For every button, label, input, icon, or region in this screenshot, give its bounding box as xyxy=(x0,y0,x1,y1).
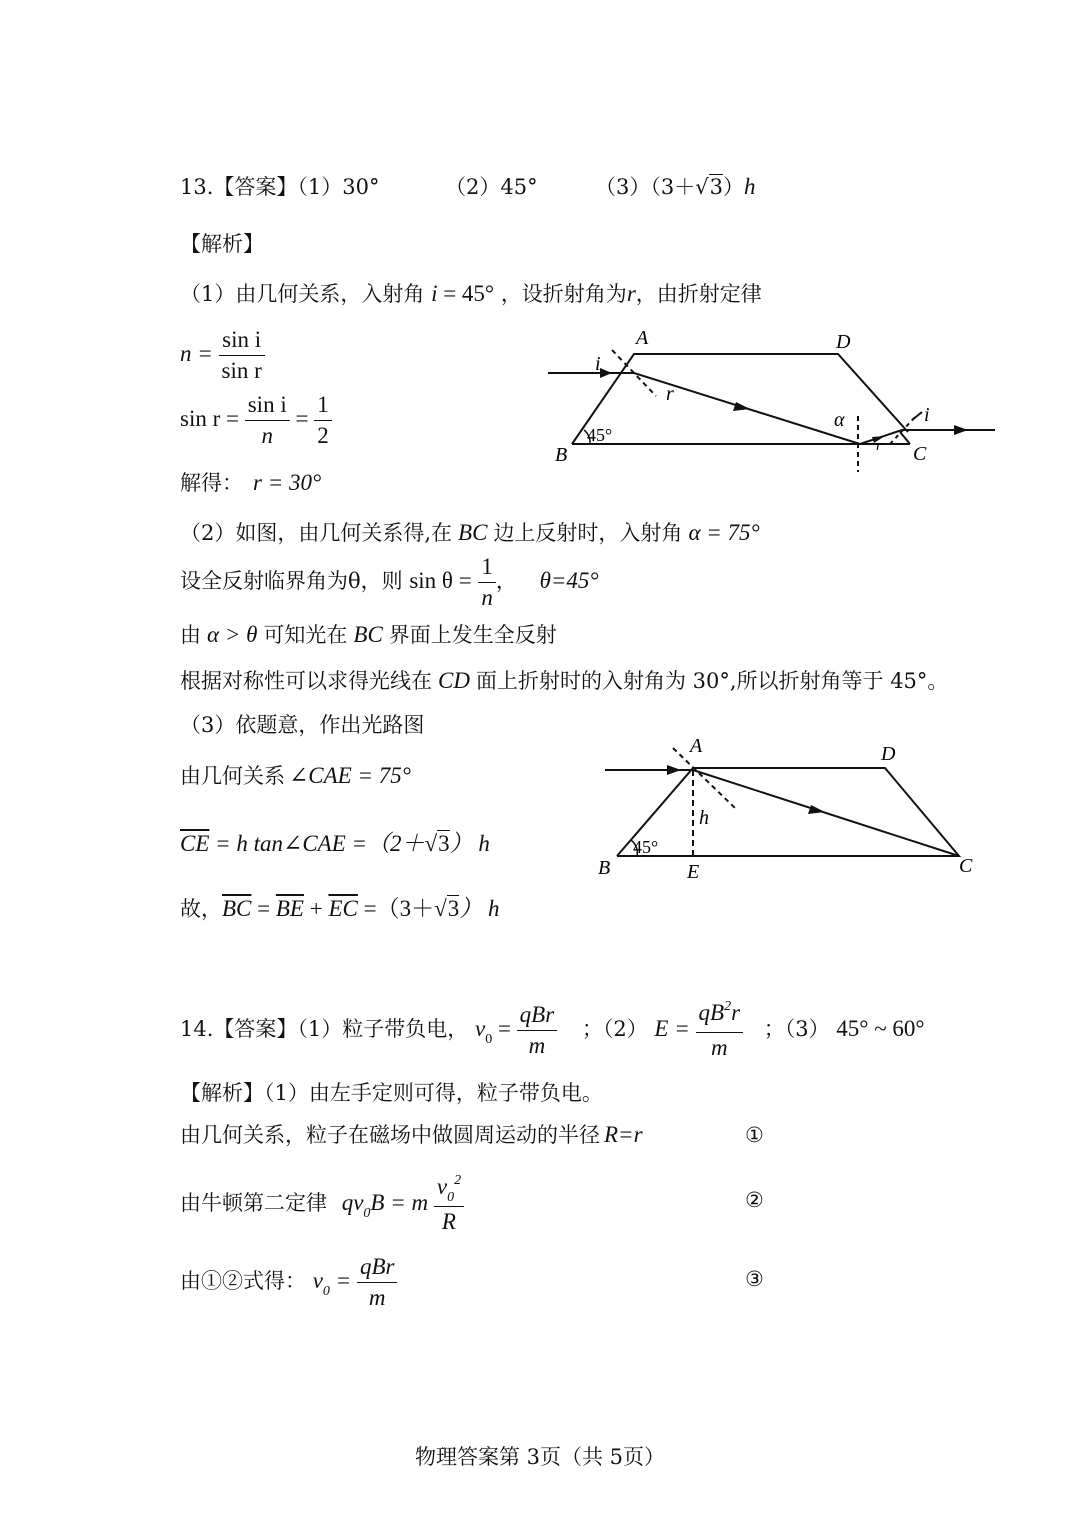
circled-1: ① xyxy=(745,1123,764,1147)
label-i-incident: i xyxy=(595,353,601,375)
label-c: C xyxy=(959,855,973,877)
prism-outline xyxy=(617,768,959,856)
circled-2: ② xyxy=(745,1188,764,1212)
q13-answer-line xyxy=(180,174,380,200)
label-a: A xyxy=(636,327,649,349)
q14-analysis-p1: 【解析】（1）由左手定则可得，粒子带负电。 xyxy=(180,1081,603,1105)
q13-result-line: 解得： r = 30° xyxy=(180,470,322,495)
ce-formula: $\overline{CE} = h$ tan∠CAE =（2＋√3） h xyxy=(180,831,490,856)
q14-p2: 由几何关系，粒子在磁场中做圆周运动的半径 R=r xyxy=(180,1122,643,1147)
incident-arrow xyxy=(600,368,612,378)
q14-answer-line: 14.【答案】（1）粒子带负电， $v_0$ = $\frac{\text{qBr}}{m}$ ；（2） E = $\frac{qB^2r}{m}$ ；（3） 45° ~ 60° xyxy=(180,999,925,1060)
q13-ans2: （2）45° xyxy=(445,175,538,199)
q13-analysis-label: 【解析】 xyxy=(180,232,264,256)
q13-p2c: 由 α > θ 可知光在 BC 界面上发生全反射 xyxy=(180,622,557,647)
prism-refraction-figure-1 xyxy=(540,320,1000,480)
label-b: B xyxy=(598,857,611,879)
label-d: D xyxy=(836,331,851,353)
bc-formula: 故，$\overline{BC} = \overline{BE} + \overline{EC} =(3+√3)$ h xyxy=(180,896,500,921)
snell-law-formula: n = $\frac{\text{sin i}}{\text{sin r}}$ xyxy=(180,325,265,386)
label-45-deg: 45° xyxy=(633,837,659,857)
incident-arrow xyxy=(667,765,681,775)
label-b: B xyxy=(555,444,568,466)
label-45-deg: 45° xyxy=(587,425,613,445)
prism-light-path-figure-2 xyxy=(595,732,995,887)
label-r-exit: r xyxy=(876,438,882,454)
q13-title: 13.【答案】 xyxy=(180,175,298,199)
label-i-exit: i xyxy=(924,404,930,426)
circled-3: ③ xyxy=(745,1267,764,1291)
sin-r-formula: sin r = $\frac{\text{sin i}}{n}$ = $\frac{1}{2}$ xyxy=(180,390,332,451)
q13-p2b: 设全反射临界角为θ，则 sin θ = $\frac{1}{n}$ ， θ=45° xyxy=(180,554,599,610)
label-alpha: α xyxy=(834,409,845,431)
label-r-refraction: r xyxy=(666,383,674,405)
q13-ans3: （3）（3＋√3）h xyxy=(595,174,756,199)
prism-outline xyxy=(572,354,908,444)
label-a: A xyxy=(690,735,703,757)
q13-p3: （3）依题意，作出光路图 xyxy=(180,713,425,737)
normal-at-a xyxy=(673,748,735,808)
q13-ans1: （1）30° xyxy=(297,175,380,199)
q14-p3: 由牛顿第二定律 $qv_0B = m$ $\frac{v_0^2}{R}$ xyxy=(180,1172,464,1237)
label-c: C xyxy=(913,443,927,465)
refracted-ray xyxy=(693,770,959,856)
label-d: D xyxy=(881,743,896,765)
label-e: E xyxy=(687,861,700,883)
q13-p3b: 由几何关系 ∠CAE = 75° xyxy=(180,763,411,788)
q13-p2: （2）如图，由几何关系得,在 BC 边上反射时，入射角 α = 75° xyxy=(180,520,760,545)
q13-p2d: 根据对称性可以求得光线在 CD 面上折射时的入射角为 30°,所以折射角等于 45°。 xyxy=(180,668,949,693)
label-h: h xyxy=(699,807,709,829)
q13-p1: （1）由几何关系，入射角 i = 45° ，设折射角为r，由折射定律 xyxy=(180,281,762,306)
page-footer: 物理答案第 3页（共 5页） xyxy=(414,1445,666,1469)
exit-arrow xyxy=(954,425,968,435)
q14-p4: 由①②式得： $v_0$ = $\frac{\text{qBr}}{m}$ xyxy=(180,1252,397,1313)
